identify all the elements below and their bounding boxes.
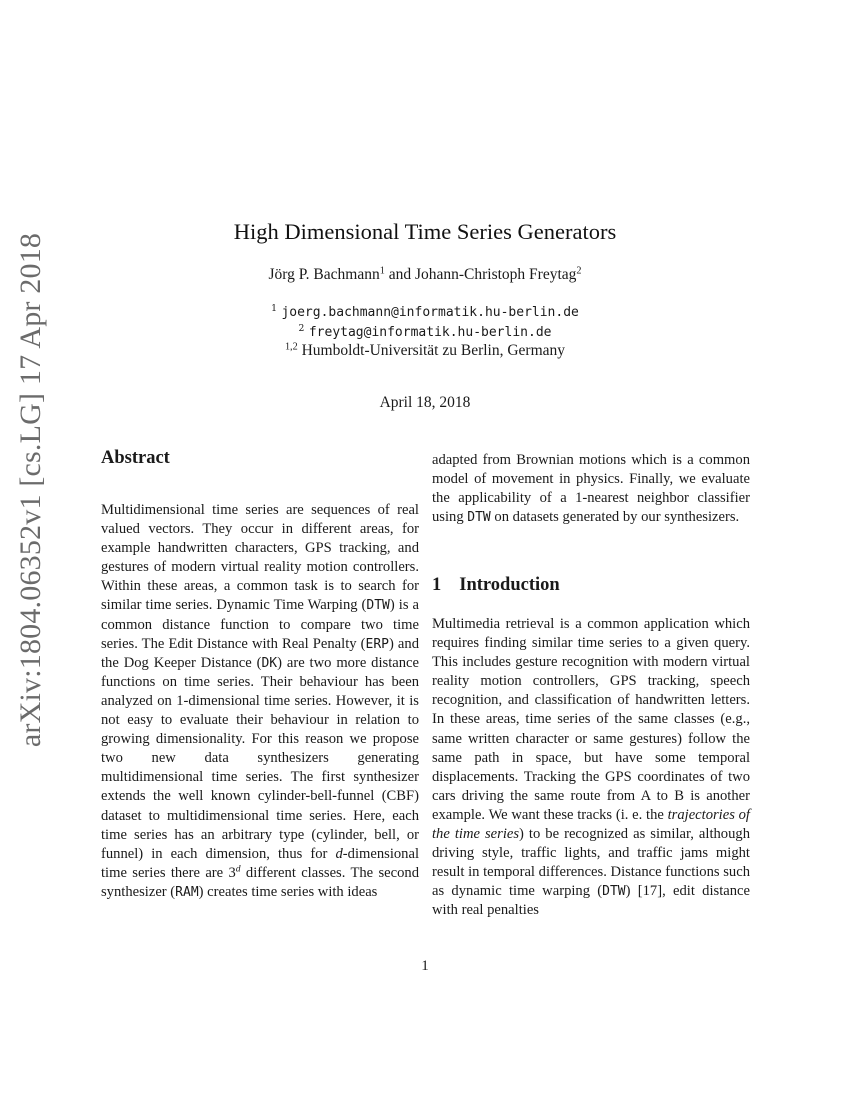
email-2-marker: 2 [298,322,305,334]
code-dtw: DTW [602,884,626,900]
introduction-body [432,615,750,921]
abstract-paragraph [101,501,419,902]
page-number: 1 [421,958,429,974]
intro-text: ) to be recognized as similar, although driving style, traffic lights, and traffic jams might result in temporal differences. Distance functions such as dynamic time warping ( [432,826,750,900]
abstract-text: ) creates time series with ideas [198,883,378,900]
abstract-body-right [432,451,750,527]
author-2-marker: 2 [576,265,582,277]
math-superscript-d: d [235,863,241,875]
institution-name: Humboldt-Universität zu Berlin, Germany [301,342,566,359]
abstract-text: Multidimensional time series are sequences of real valued vectors. They occur in different areas, for example handwritten characters, GPS tracking, and gestures of modern virtual reality motion controllers. Within these areas, a common task is to search for similar time series. Dynamic Time Warping ( [101,502,419,614]
code-ram: RAM [175,884,199,900]
paper-title: High Dimensional Time Series Generators [233,219,617,244]
email-line-2 [0,322,850,343]
abstract-body-left [101,501,419,902]
arxiv-identifier-text: arXiv:1804.06352v1 [cs.LG] 17 Apr 2018 [14,232,48,748]
author-conjunction: and [384,266,415,283]
author-line [0,266,850,284]
publication-date: April 18, 2018 [379,394,471,411]
abstract-paragraph-continued [432,451,750,527]
email-1-marker: 1 [271,302,277,314]
intro-text: ) [17], edit distance with real penalties [432,883,751,919]
email-line-1 [0,302,850,323]
abstract-text: ) are two more distance functions on time series. Their behaviour has been analyzed on 1-dimensional time series. However, it is not easy to evaluate their behaviour in relation to growing dimensionality. For this reason we propose two new data synthesizers generating multidimensional time series. The first synthesizer extends the well known cylinder-bell-funnel (CBF) dataset to multidimensional time series. Here, each time series has an arbitrary type (cylinder, bell, or funnel) in each dimension, thus for [101,654,419,862]
author-1-name: Jörg P. Bachmann [268,266,380,283]
abstract-heading: Abstract [101,448,170,468]
section-title: Introduction [459,575,560,595]
code-dtw: DTW [467,510,491,526]
abstract-text: adapted from Brownian motions which is a common model of movement in physics. Finally, we evaluate the applicability of a 1-nearest neighbor classifier using [432,452,750,526]
author-1-marker: 1 [379,265,385,277]
introduction-heading [432,575,560,596]
introduction-paragraph [432,615,750,921]
code-dk: DK [261,655,278,671]
abstract-text: -dimensional time series there are 3 [101,845,419,881]
abstract-text: different classes. The second synthesizer ( [101,864,419,900]
abstract-text: ) is a common distance function to compare two time series. The Edit Distance with Real Penalty ( [101,597,419,652]
author-2-name: Johann-Christoph Freytag [414,266,577,283]
code-dtw: DTW [366,598,390,614]
intro-emphasis: trajectories of the time series [432,806,750,843]
email-2[interactable]: freytag@informatik.hu-berlin.de [308,325,552,340]
abstract-text: on datasets generated by our synthesizers. [490,509,740,526]
section-number: 1 [432,575,442,595]
institution-marker: 1,2 [284,341,298,353]
institution-line [0,341,850,361]
email-1[interactable]: joerg.bachmann@informatik.hu-berlin.de [281,305,579,320]
intro-text: Multimedia retrieval is a common application which requires finding similar time series to a given query. This includes gesture recognition with modern virtual reality motion controllers, GPS tracking, speech recognition, and classification of handwritten letters. In these areas, time series of the same classes (e.g., same written character or same gestures) follow the same path in space, but have some temporal displacements. Tracking the GPS coordinates of two cars driving the same route from A to B is another example. We want these tracks (i. e. the [432,616,750,823]
code-erp: ERP [365,636,389,652]
math-d: d [335,845,343,862]
abstract-text: ) and the Dog Keeper Distance ( [101,635,419,671]
